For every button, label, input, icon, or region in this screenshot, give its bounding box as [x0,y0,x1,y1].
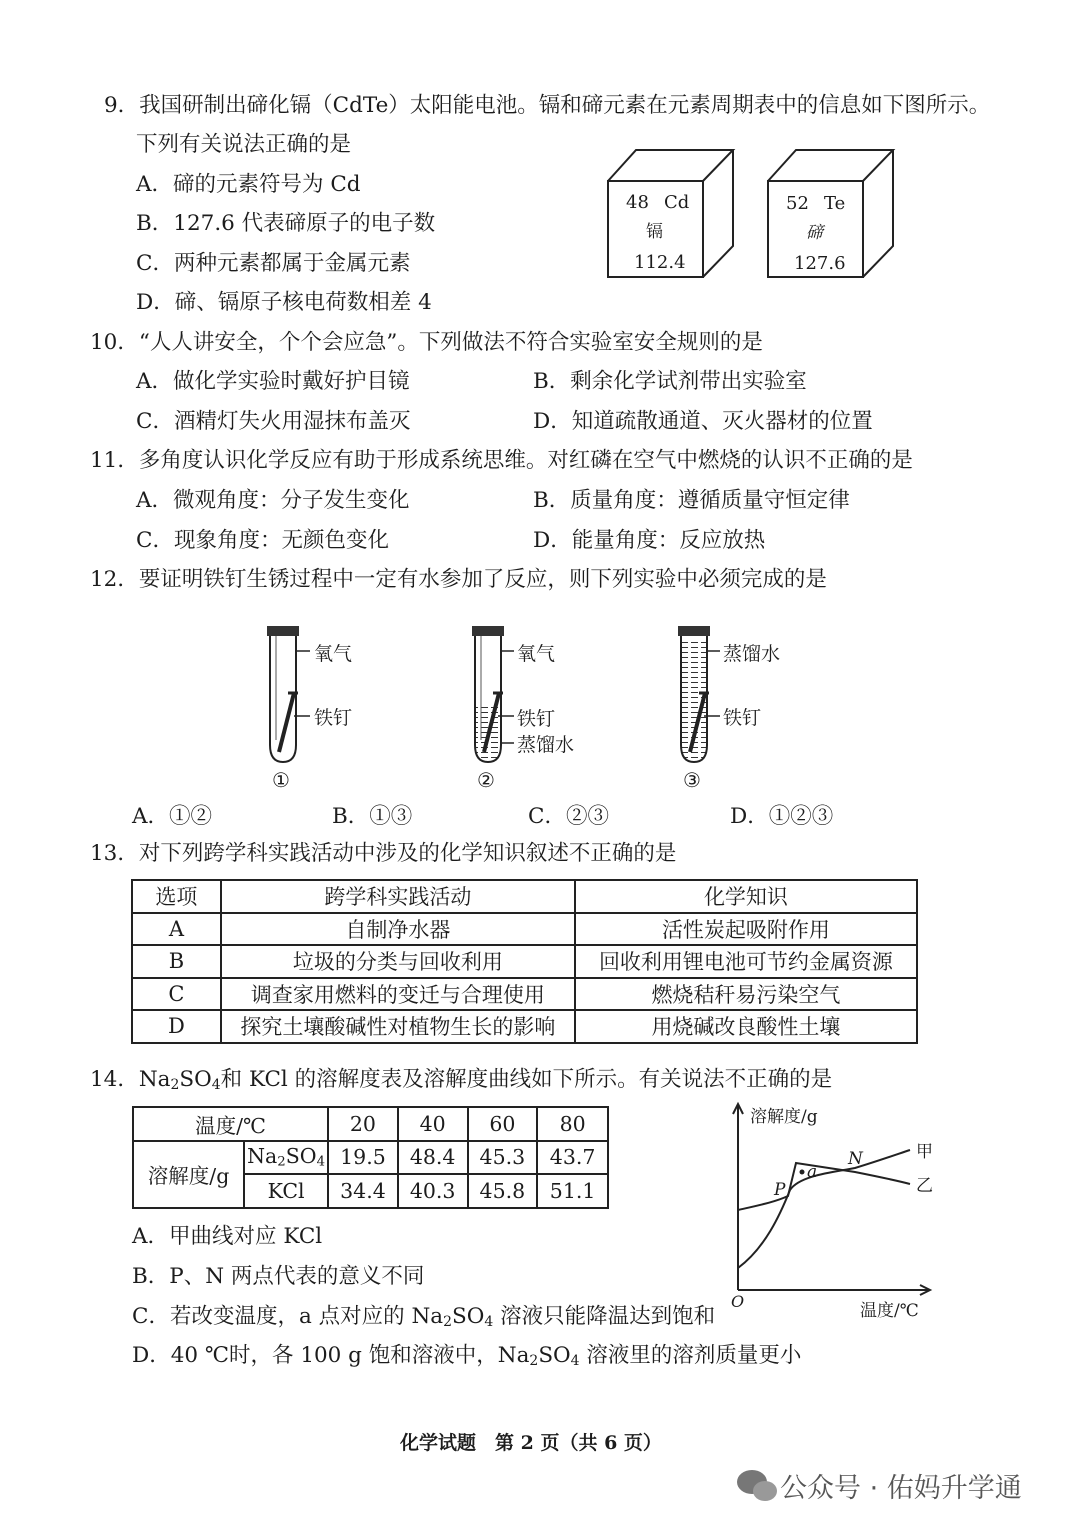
tube3-label-water: 蒸馏水 [723,643,781,665]
q11-option-a: A．微观角度：分子发生变化 [136,488,410,513]
table-cell: 垃圾的分类与回收利用 [221,945,575,978]
q9-option-a: A．碲的元素符号为 Cd [136,172,361,197]
table-header-row [132,880,917,913]
x-axis-arrow [920,1285,930,1295]
tube3-label-nail: 铁钉 [723,707,762,729]
point-a-dot [800,1170,805,1175]
table-cell: 用烧碱改良酸性土壤 [575,1010,917,1043]
test-tube-3 [678,626,720,762]
q10-option-d: D．知道疏散通道、灭火器材的位置 [533,409,873,434]
curve-yi-label: 乙 [916,1176,933,1196]
q14-option-c: C．若改变温度，a 点对应的 $Na_2SO_4$ 溶液只能降温达到饱和 [132,1304,716,1330]
temp-cell: 60 [468,1107,538,1141]
q10-option-a: A．做化学实验时戴好护目镜 [136,369,410,394]
table-cell: 燃烧秸秆易污染空气 [575,978,917,1011]
header-cell: 跨学科实践活动 [221,880,575,913]
page-footer: 化学试题 第 2 页（共 6 页） [400,1432,662,1454]
te-atomic-number: 52 [786,193,809,214]
temp-header: 温度/℃ [133,1107,328,1141]
q14-option-a: A．甲曲线对应 KCl [132,1224,323,1249]
tube2-label-oxygen: 氧气 [517,643,556,665]
table-cell: 回收利用锂电池可节约金属资源 [575,945,917,978]
temp-cell: 20 [328,1107,398,1141]
table-cell: D [132,1010,221,1043]
table-cell: 45.3 [468,1141,538,1175]
temp-cell: 40 [398,1107,468,1141]
q11-stem: 11．多角度认识化学反应有助于形成系统思维。对红磷在空气中燃烧的认识不正确的是 [90,448,913,473]
table-cell: C [132,978,221,1011]
cd-name: 镉 [646,222,663,242]
test-tube-1 [267,626,310,762]
q9-stem-line1: 9．我国研制出碲化镉（CdTe）太阳能电池。镉和碲元素在元素周期表中的信息如下图所示。 [104,93,991,118]
table-cell: 19.5 [328,1141,398,1175]
table-cell: 探究土壤酸碱性对植物生长的影响 [221,1010,575,1043]
table-cell: 45.8 [468,1174,538,1208]
table-cell: 34.4 [328,1174,398,1208]
q14-option-d: D．40 ℃时，各 100 g 饱和溶液中，$Na_2SO_4$ 溶液里的溶剂质量更小 [132,1343,802,1369]
q10-option-b: B．剩余化学试剂带出实验室 [533,369,807,394]
q12-option-a: A．①② [132,804,213,829]
cd-atomic-mass: 112.4 [634,252,686,273]
table-cell: 自制净水器 [221,913,575,946]
test-tube-2 [472,626,514,762]
tube2-label-nail: 铁钉 [517,708,556,730]
y-axis-arrow [733,1104,743,1114]
table-row [132,978,917,1011]
temp-cell: 80 [537,1107,608,1141]
table-cell: 48.4 [398,1141,468,1175]
q11-option-b: B．质量角度：遵循质量守恒定律 [533,488,850,513]
table-row [133,1107,608,1141]
point-p-label: P [774,1180,786,1200]
q14-option-b: B．P、N 两点代表的意义不同 [132,1264,425,1289]
point-n-label: N [848,1149,863,1169]
curve-jia [738,1150,910,1268]
q9-stem-line2: 下列有关说法正确的是 [136,132,352,157]
tube1-label-nail: 铁钉 [314,707,353,729]
cd-atomic-number: 48 [626,192,649,213]
table-cell: 51.1 [537,1174,608,1208]
table-cell: 活性炭起吸附作用 [575,913,917,946]
te-name: 碲 [806,223,823,243]
watermark-text: 公众号 · 佑妈升学通 [780,1473,1022,1504]
q9-option-c: C．两种元素都属于金属元素 [136,251,411,276]
table-cell: 调查家用燃料的变迁与合理使用 [221,978,575,1011]
table-row [132,945,917,978]
te-symbol: Te [824,193,846,214]
q14-solubility-table [132,1106,609,1209]
graph-xlabel: 温度/℃ [860,1301,919,1321]
table-cell: 40.3 [398,1174,468,1208]
cd-symbol: Cd [664,192,690,213]
tube1-number: ① [272,768,290,792]
na2so4-label: $Na_2SO_4$ [244,1141,328,1175]
point-a-label: a [807,1162,818,1182]
table-row [132,1010,917,1043]
q13-table [131,879,918,1044]
q14-stem: 14．$Na_2SO_4$和 KCl 的溶解度表及溶解度曲线如下所示。有关说法不正确的是 [90,1067,833,1093]
q10-option-c: C．酒精灯失火用湿抹布盖灭 [136,409,411,434]
graph-ylabel: 溶解度/g [750,1107,818,1127]
q12-option-d: D．①②③ [730,804,834,829]
table-cell: B [132,945,221,978]
q11-option-d: D．能量角度：反应放热 [533,528,766,553]
q12-option-c: C．②③ [528,804,609,829]
q12-option-b: B．①③ [332,804,413,829]
tube2-label-water: 蒸馏水 [517,734,575,756]
q10-stem: 10．“人人讲安全，个个会应急”。下列做法不符合实验室安全规则的是 [90,330,763,355]
q13-stem: 13．对下列跨学科实践活动中涉及的化学知识叙述不正确的是 [90,841,677,866]
te-atomic-mass: 127.6 [794,253,846,274]
table-cell: A [132,913,221,946]
table-row [132,913,917,946]
curve-yi [738,1163,910,1210]
solubility-header: 溶解度/g [133,1141,244,1208]
q9-option-b: B．127.6 代表碲原子的电子数 [136,211,436,236]
q9-option-d: D．碲、镉原子核电荷数相差 4 [136,290,432,315]
curve-jia-label: 甲 [916,1142,933,1162]
q11-option-c: C．现象角度：无颜色变化 [136,528,389,553]
header-cell: 化学知识 [575,880,917,913]
tube3-number: ③ [683,768,701,792]
q12-stem: 12．要证明铁钉生锈过程中一定有水参加了反应，则下列实验中必须完成的是 [90,567,827,592]
kcl-label: KCl [244,1174,328,1208]
header-cell: 选项 [132,880,221,913]
tube1-label-oxygen: 氧气 [314,643,353,665]
graph-origin: O [731,1292,745,1311]
table-row [133,1141,608,1175]
tube2-number: ② [477,768,495,792]
table-cell: 43.7 [537,1141,608,1175]
